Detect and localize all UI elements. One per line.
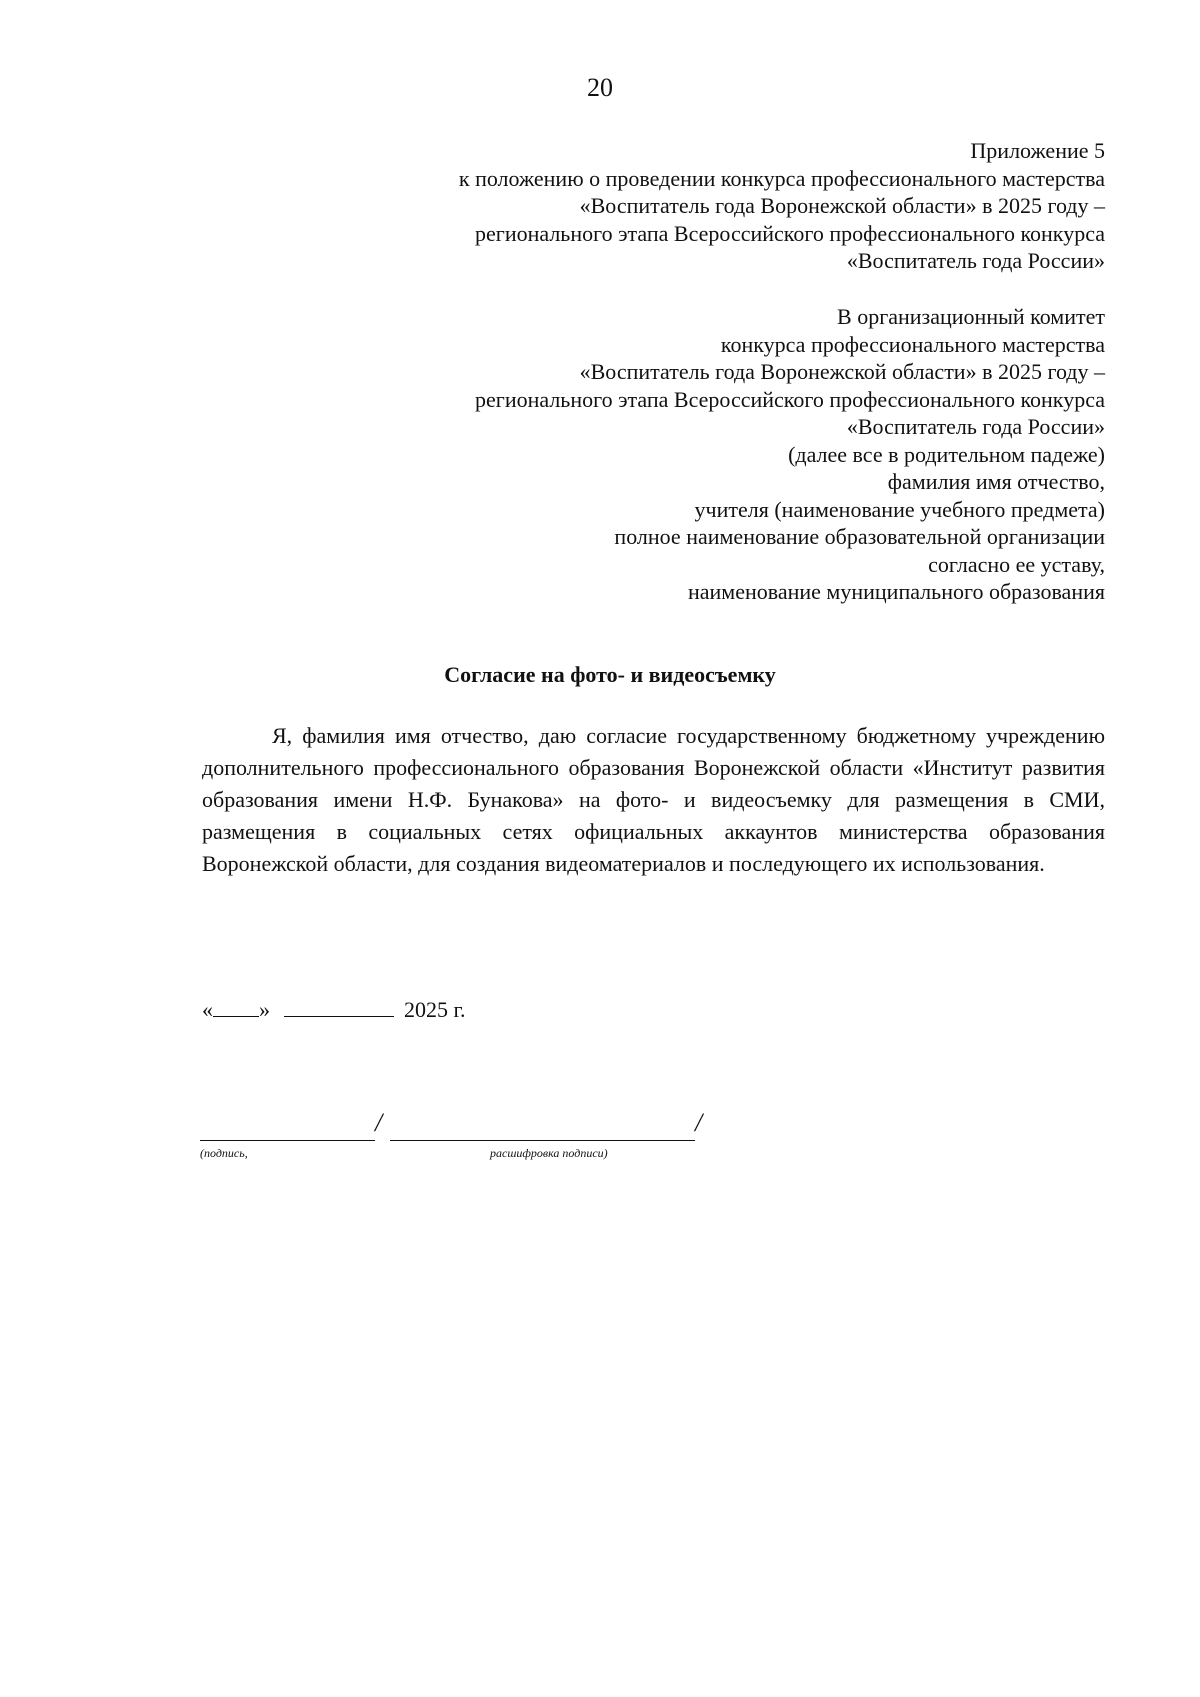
- appendix-header: [345, 137, 1105, 275]
- page-number: 20: [587, 73, 613, 102]
- addressee-line: согласно ее уставу,: [928, 551, 1105, 577]
- addressee-line: «Воспитатель года России»: [846, 414, 1105, 439]
- appendix-line: «Воспитатель года России»: [846, 248, 1105, 273]
- day-blank[interactable]: [213, 996, 259, 1017]
- appendix-line: Приложение 5: [970, 138, 1105, 163]
- addressee-line: регионального этапа Всероссийского профессионального конкурса: [475, 386, 1105, 412]
- signature-separator-end: /: [695, 1108, 703, 1137]
- addressee-line: (далее все в родительном падеже): [788, 441, 1105, 467]
- month-blank[interactable]: [284, 996, 394, 1017]
- signature-caption: (подпись,: [200, 1146, 248, 1160]
- document-title: Согласие на фото- и видеосъемку: [444, 662, 776, 687]
- date-close-quote: »: [259, 997, 270, 1022]
- addressee-line: В организационный комитет: [837, 304, 1105, 329]
- date-year: 2025 г.: [404, 997, 466, 1022]
- appendix-line: регионального этапа Всероссийского профессионального конкурса: [475, 220, 1105, 246]
- signature-block: [200, 1105, 720, 1165]
- signature-decode-caption: расшифровка подписи): [490, 1146, 608, 1160]
- addressee-line: учителя (наименование учебного предмета): [694, 496, 1105, 522]
- signature-line[interactable]: [200, 1140, 375, 1141]
- appendix-line: «Воспитатель года Воронежской области» в 2025 году –: [579, 193, 1105, 218]
- consent-body-text: Я, фамилия имя отчество, даю согласие государственному бюджетному учреждению дополнительного профессионального образования Воронежской области «Институт развития образования имени Н.Ф. Бунакова» на фото- и видеосъемку для размещения в СМИ, размещения в социальных сетях официальных аккаунтов министерства образования Воронежской области, для создания видеоматериалов и последующего их использования.: [202, 723, 1105, 876]
- addressee-block: [345, 303, 1105, 606]
- addressee-line: полное наименование образовательной организации: [614, 524, 1105, 549]
- date-open-quote: «: [202, 997, 213, 1022]
- addressee-line: фамилия имя отчество,: [887, 469, 1105, 494]
- addressee-line: наименование муниципального образования: [687, 579, 1105, 604]
- appendix-line: к положению о проведении конкурса профессионального мастерства: [458, 165, 1105, 191]
- signature-separator: /: [375, 1108, 383, 1137]
- signature-decode-line[interactable]: [390, 1140, 695, 1141]
- addressee-line: конкурса профессионального мастерства: [720, 331, 1105, 357]
- addressee-line: «Воспитатель года Воронежской области» в 2025 году –: [579, 359, 1105, 384]
- date-line: [202, 995, 466, 1025]
